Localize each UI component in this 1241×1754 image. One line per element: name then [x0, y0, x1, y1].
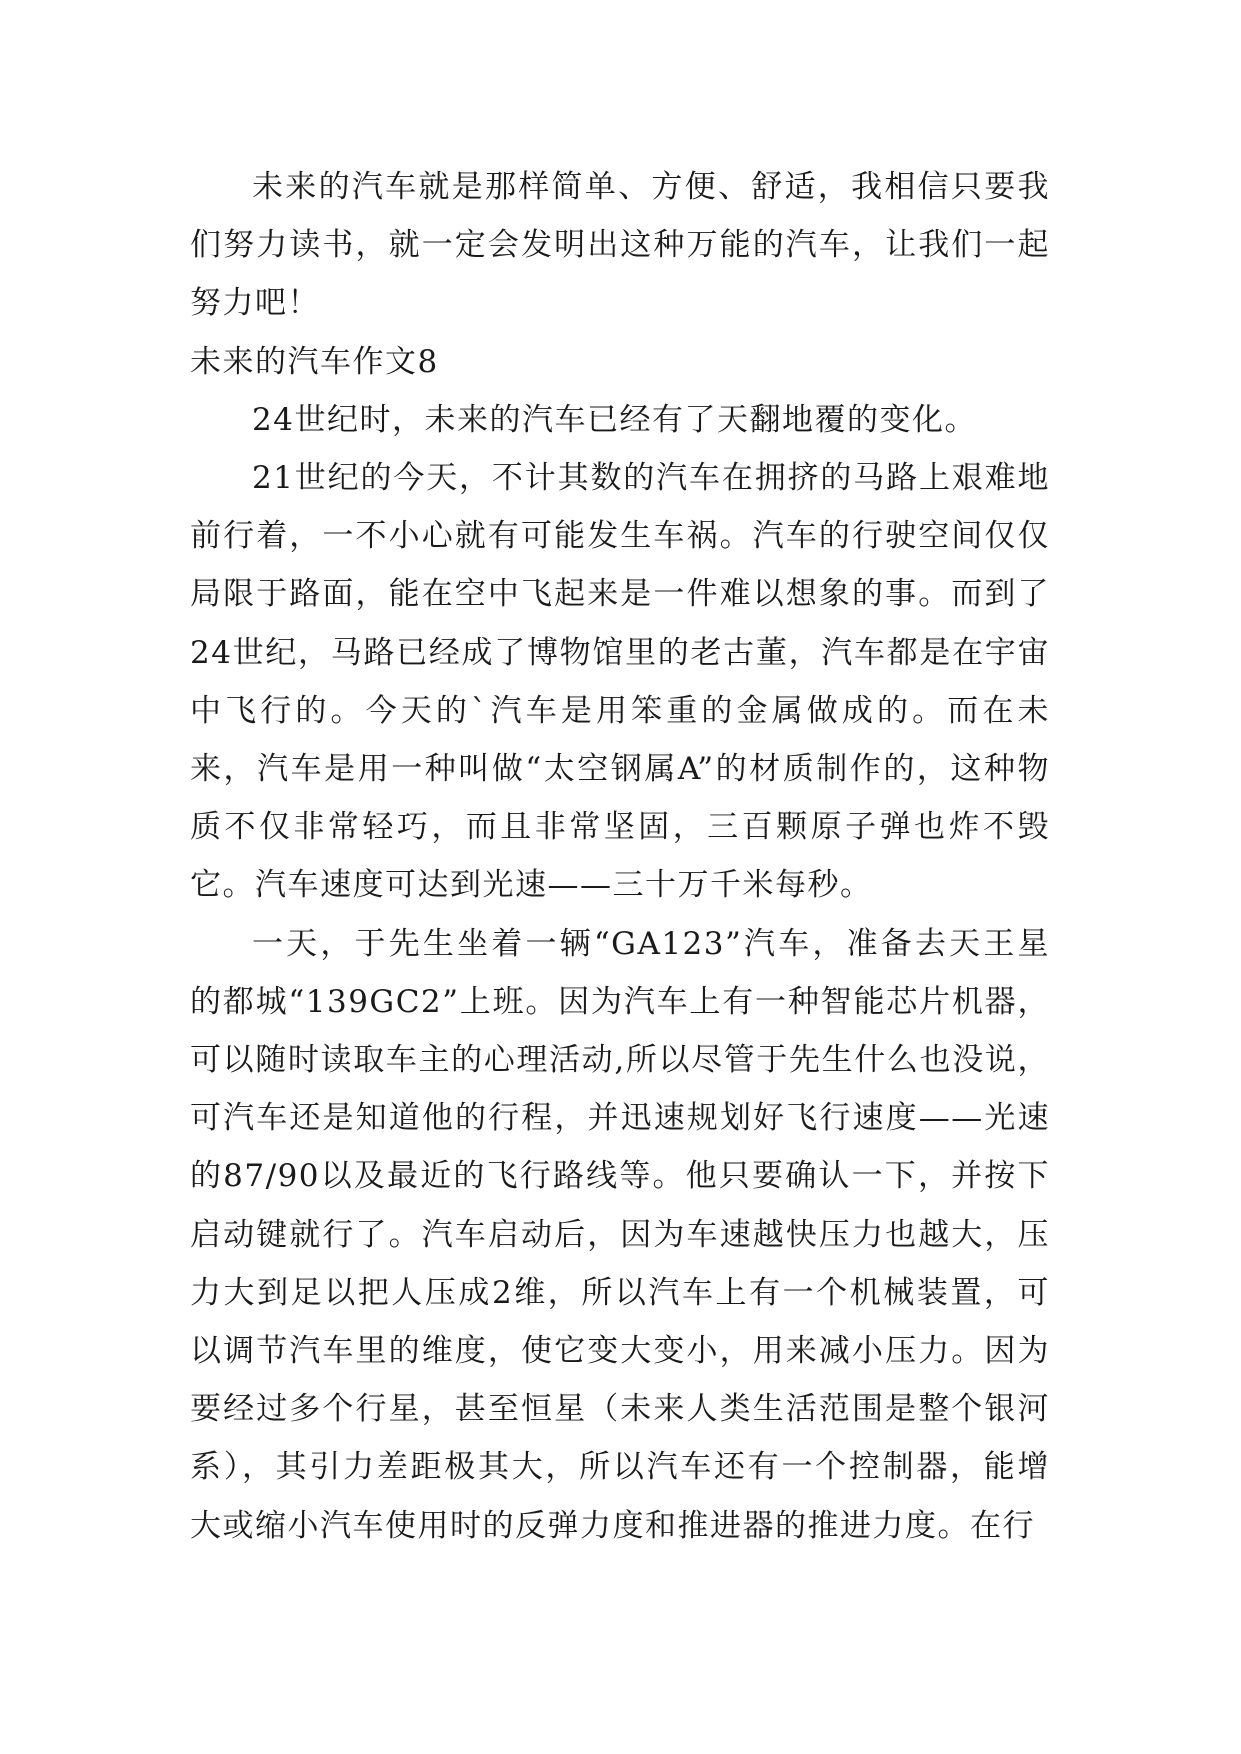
paragraph-comparison: 21世纪的今天，不计其数的汽车在拥挤的马路上艰难地前行着，一不小心就有可能发生车祸。汽车的行驶空间仅仅局限于路面，能在空中飞起来是一件难以想象的事。而到了24世纪，马路已经成了博物馆里的老古董，汽车都是在宇宙中飞行的。今天的`汽车是用笨重的金属做成的。而在未来，汽车是用一种叫做“太空钢属A”的材质制作的，这种物质不仅非常轻巧，而且非常坚固，三百颗原子弹也炸不毁它。汽车速度可达到光速——三十万千米每秒。 [190, 460, 1050, 904]
document-body [190, 158, 1050, 1555]
paragraph-intro: 24世纪时，未来的汽车已经有了天翻地覆的变化。 [252, 401, 977, 438]
paragraph-story: 一天，于先生坐着一辆“GA123”汽车，准备去天王星的都城“139GC2”上班。因为汽车上有一种智能芯片机器，可以随时读取车主的心理活动,所以尽管于先生什么也没说，可汽车还是知道他的行程，并迅速规划好飞行速度——光速的87/90以及最近的飞行路线等。他只要确认一下，并按下启动键就行了。汽车启动后，因为车速越快压力也越大，压力大到足以把人压成2维，所以汽车上有一个机械装置，可以调节汽车里的维度，使它变大变小，用来减小压力。因为要经过多个行星，甚至恒星（未来人类生活范围是整个银河系），其引力差距极其大，所以汽车还有一个控制器，能增大或缩小汽车使用时的反弹力度和推进器的推进力度。在行 [190, 925, 1050, 1544]
paragraph-conclusion: 未来的汽车就是那样简单、方便、舒适，我相信只要我们努力读书，就一定会发明出这种万能的汽车，让我们一起努力吧！ [190, 169, 1050, 322]
section-heading: 未来的汽车作文8 [190, 343, 439, 380]
